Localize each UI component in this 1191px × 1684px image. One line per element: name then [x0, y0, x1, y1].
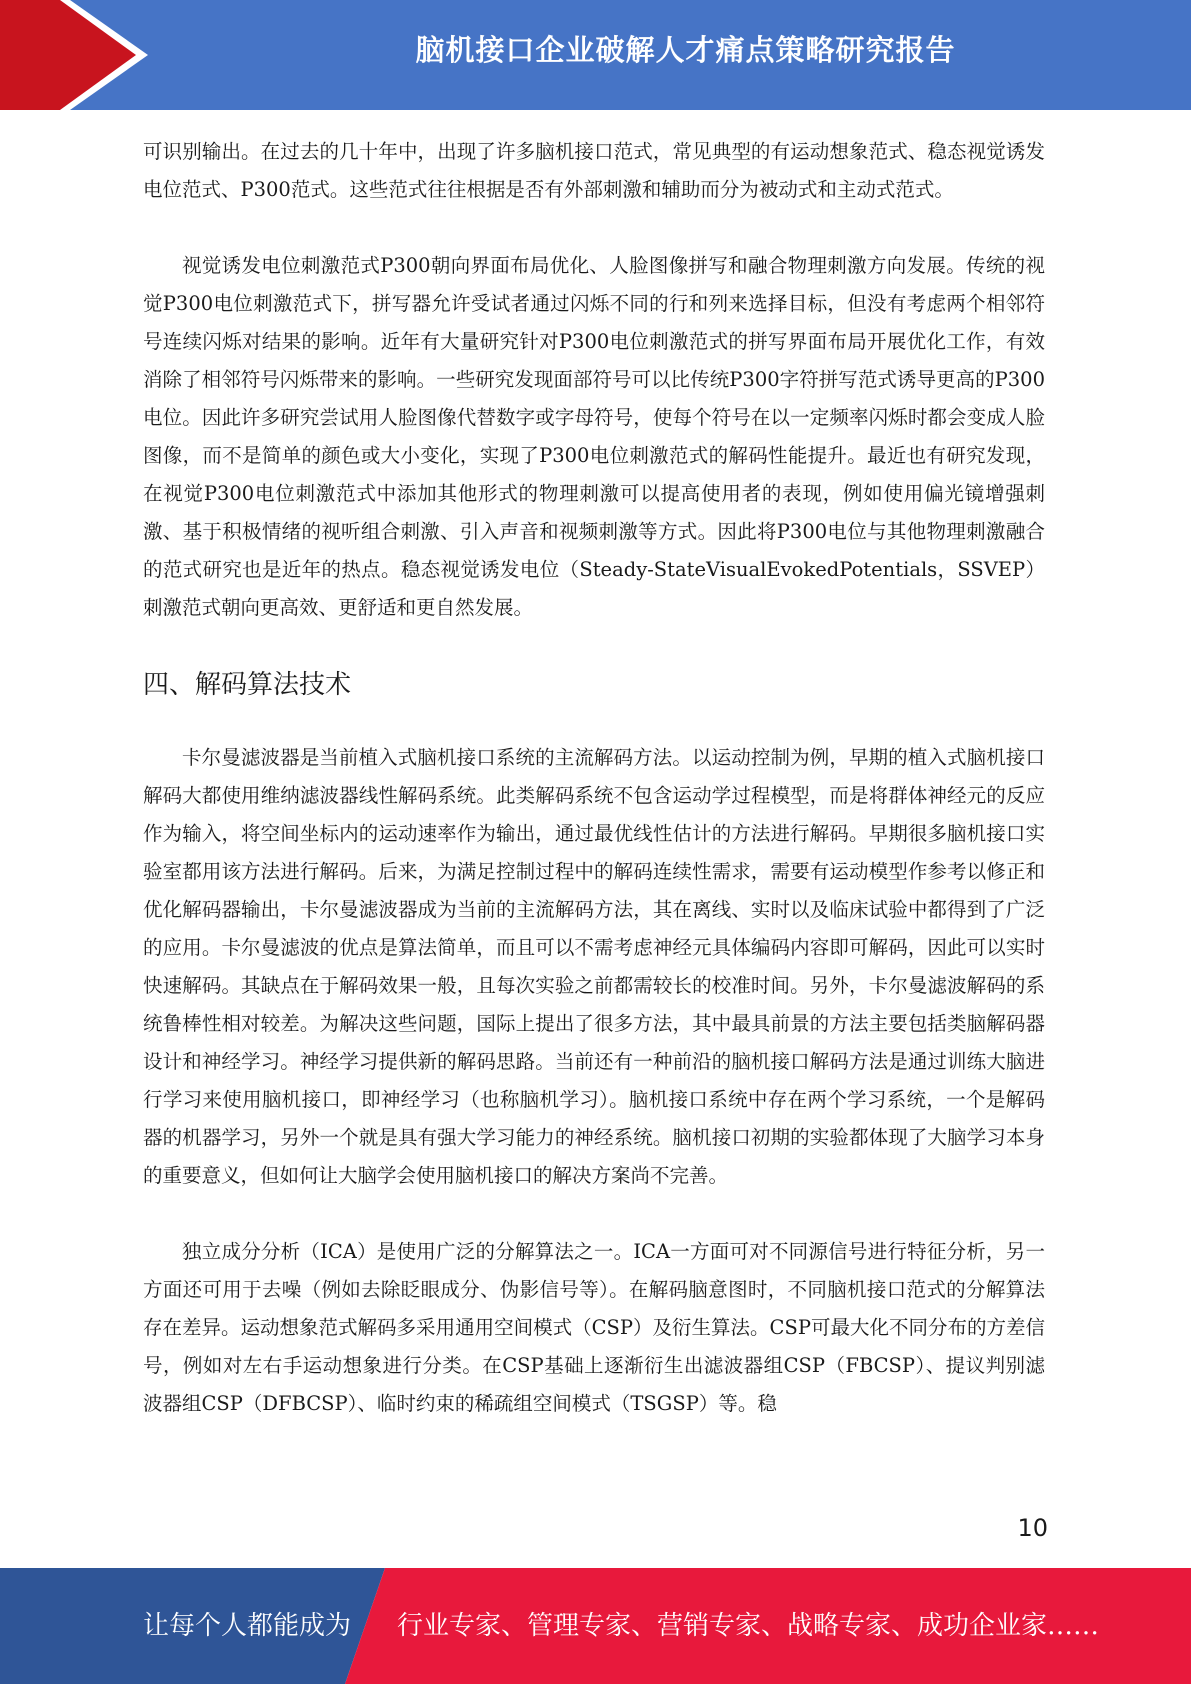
- body-paragraph-1: 可识别输出。在过去的几十年中，出现了许多脑机接口范式，常见典型的有运动想象范式、稳态视觉诱发电位范式、P300范式。这些范式往往根据是否有外部刺激和辅助而分为被动式和主动式范式。: [143, 140, 1045, 201]
- page-header: [0, 0, 1191, 110]
- body-paragraph-2: 视觉诱发电位刺激范式P300朝向界面布局优化、人脸图像拼写和融合物理刺激方向发展。传统的视觉P300电位刺激范式下，拼写器允许受试者通过闪烁不同的行和列来选择目标，但没有考虑两个相邻符号连续闪烁对结果的影响。近年有大量研究针对P300电位刺激范式的拼写界面布局开展优化工作，有效消除了相邻符号闪烁带来的影响。一些研究发现面部符号可以比传统P300字符拼写范式诱导更高的P300电位。因此许多研究尝试用人脸图像代替数字或字母符号，使每个符号在以一定频率闪烁时都会变成人脸图像，而不是简单的颜色或大小变化，实现了P300电位刺激范式的解码性能提升。最近也有研究发现，在视觉P300电位刺激范式中添加其他形式的物理刺激可以提高使用者的表现，例如使用偏光镜增强刺激、基于积极情绪的视听组合刺激、引入声音和视频刺激等方式。因此将P300电位与其他物理刺激融合的范式研究也是近年的热点。稳态视觉诱发电位（Steady-StateVisualEvokedPotentials，SSVEP）刺激范式朝向更高效、更舒适和更自然发展。: [143, 254, 1045, 619]
- header-title: 脑机接口企业破解人才痛点策略研究报告: [415, 33, 956, 67]
- page-footer: [0, 1568, 1191, 1684]
- document-body: [143, 133, 1045, 1461]
- section-heading: 四、解码算法技术: [143, 670, 352, 700]
- body-paragraph-4: 独立成分分析（ICA）是使用广泛的分解算法之一。ICA一方面可对不同源信号进行特征分析，另一方面还可用于去噪（例如去除眨眼成分、伪影信号等）。在解码脑意图时，不同脑机接口范式的分解算法存在差异。运动想象范式解码多采用通用空间模式（CSP）及衍生算法。CSP可最大化不同分布的方差信号，例如对左右手运动想象进行分类。在CSP基础上逐渐衍生出滤波器组CSP（FBCSP）、提议判别滤波器组CSP（DFBCSP）、临时约束的稀疏组空间模式（TSGSP）等。稳: [143, 1240, 1045, 1415]
- page-number: 10: [1017, 1514, 1048, 1542]
- footer-slogan-left: 让每个人都能成为: [143, 1611, 352, 1641]
- body-paragraph-3: 卡尔曼滤波器是当前植入式脑机接口系统的主流解码方法。以运动控制为例，早期的植入式脑机接口解码大都使用维纳滤波器线性解码系统。此类解码系统不包含运动学过程模型，而是将群体神经元的反应作为输入，将空间坐标内的运动速率作为输出，通过最优线性估计的方法进行解码。早期很多脑机接口实验室都用该方法进行解码。后来，为满足控制过程中的解码连续性需求，需要有运动模型作参考以修正和优化解码器输出，卡尔曼滤波器成为当前的主流解码方法，其在离线、实时以及临床试验中都得到了广泛的应用。卡尔曼滤波的优点是算法简单，而且可以不需考虑神经元具体编码内容即可解码，因此可以实时快速解码。其缺点在于解码效果一般，且每次实验之前都需较长的校准时间。另外，卡尔曼滤波解码的系统鲁棒性相对较差。为解决这些问题，国际上提出了很多方法，其中最具前景的方法主要包括类脑解码器设计和神经学习。神经学习提供新的解码思路。当前还有一种前沿的脑机接口解码方法是通过训练大脑进行学习来使用脑机接口，即神经学习（也称脑机学习）。脑机接口系统中存在两个学习系统，一个是解码器的机器学习，另外一个就是具有强大学习能力的神经系统。脑机接口初期的实验都体现了大脑学习本身的重要意义，但如何让大脑学会使用脑机接口的解决方案尚不完善。: [143, 746, 1045, 1187]
- footer-slogan-right: 行业专家、管理专家、营销专家、战略专家、成功企业家……: [397, 1611, 1100, 1641]
